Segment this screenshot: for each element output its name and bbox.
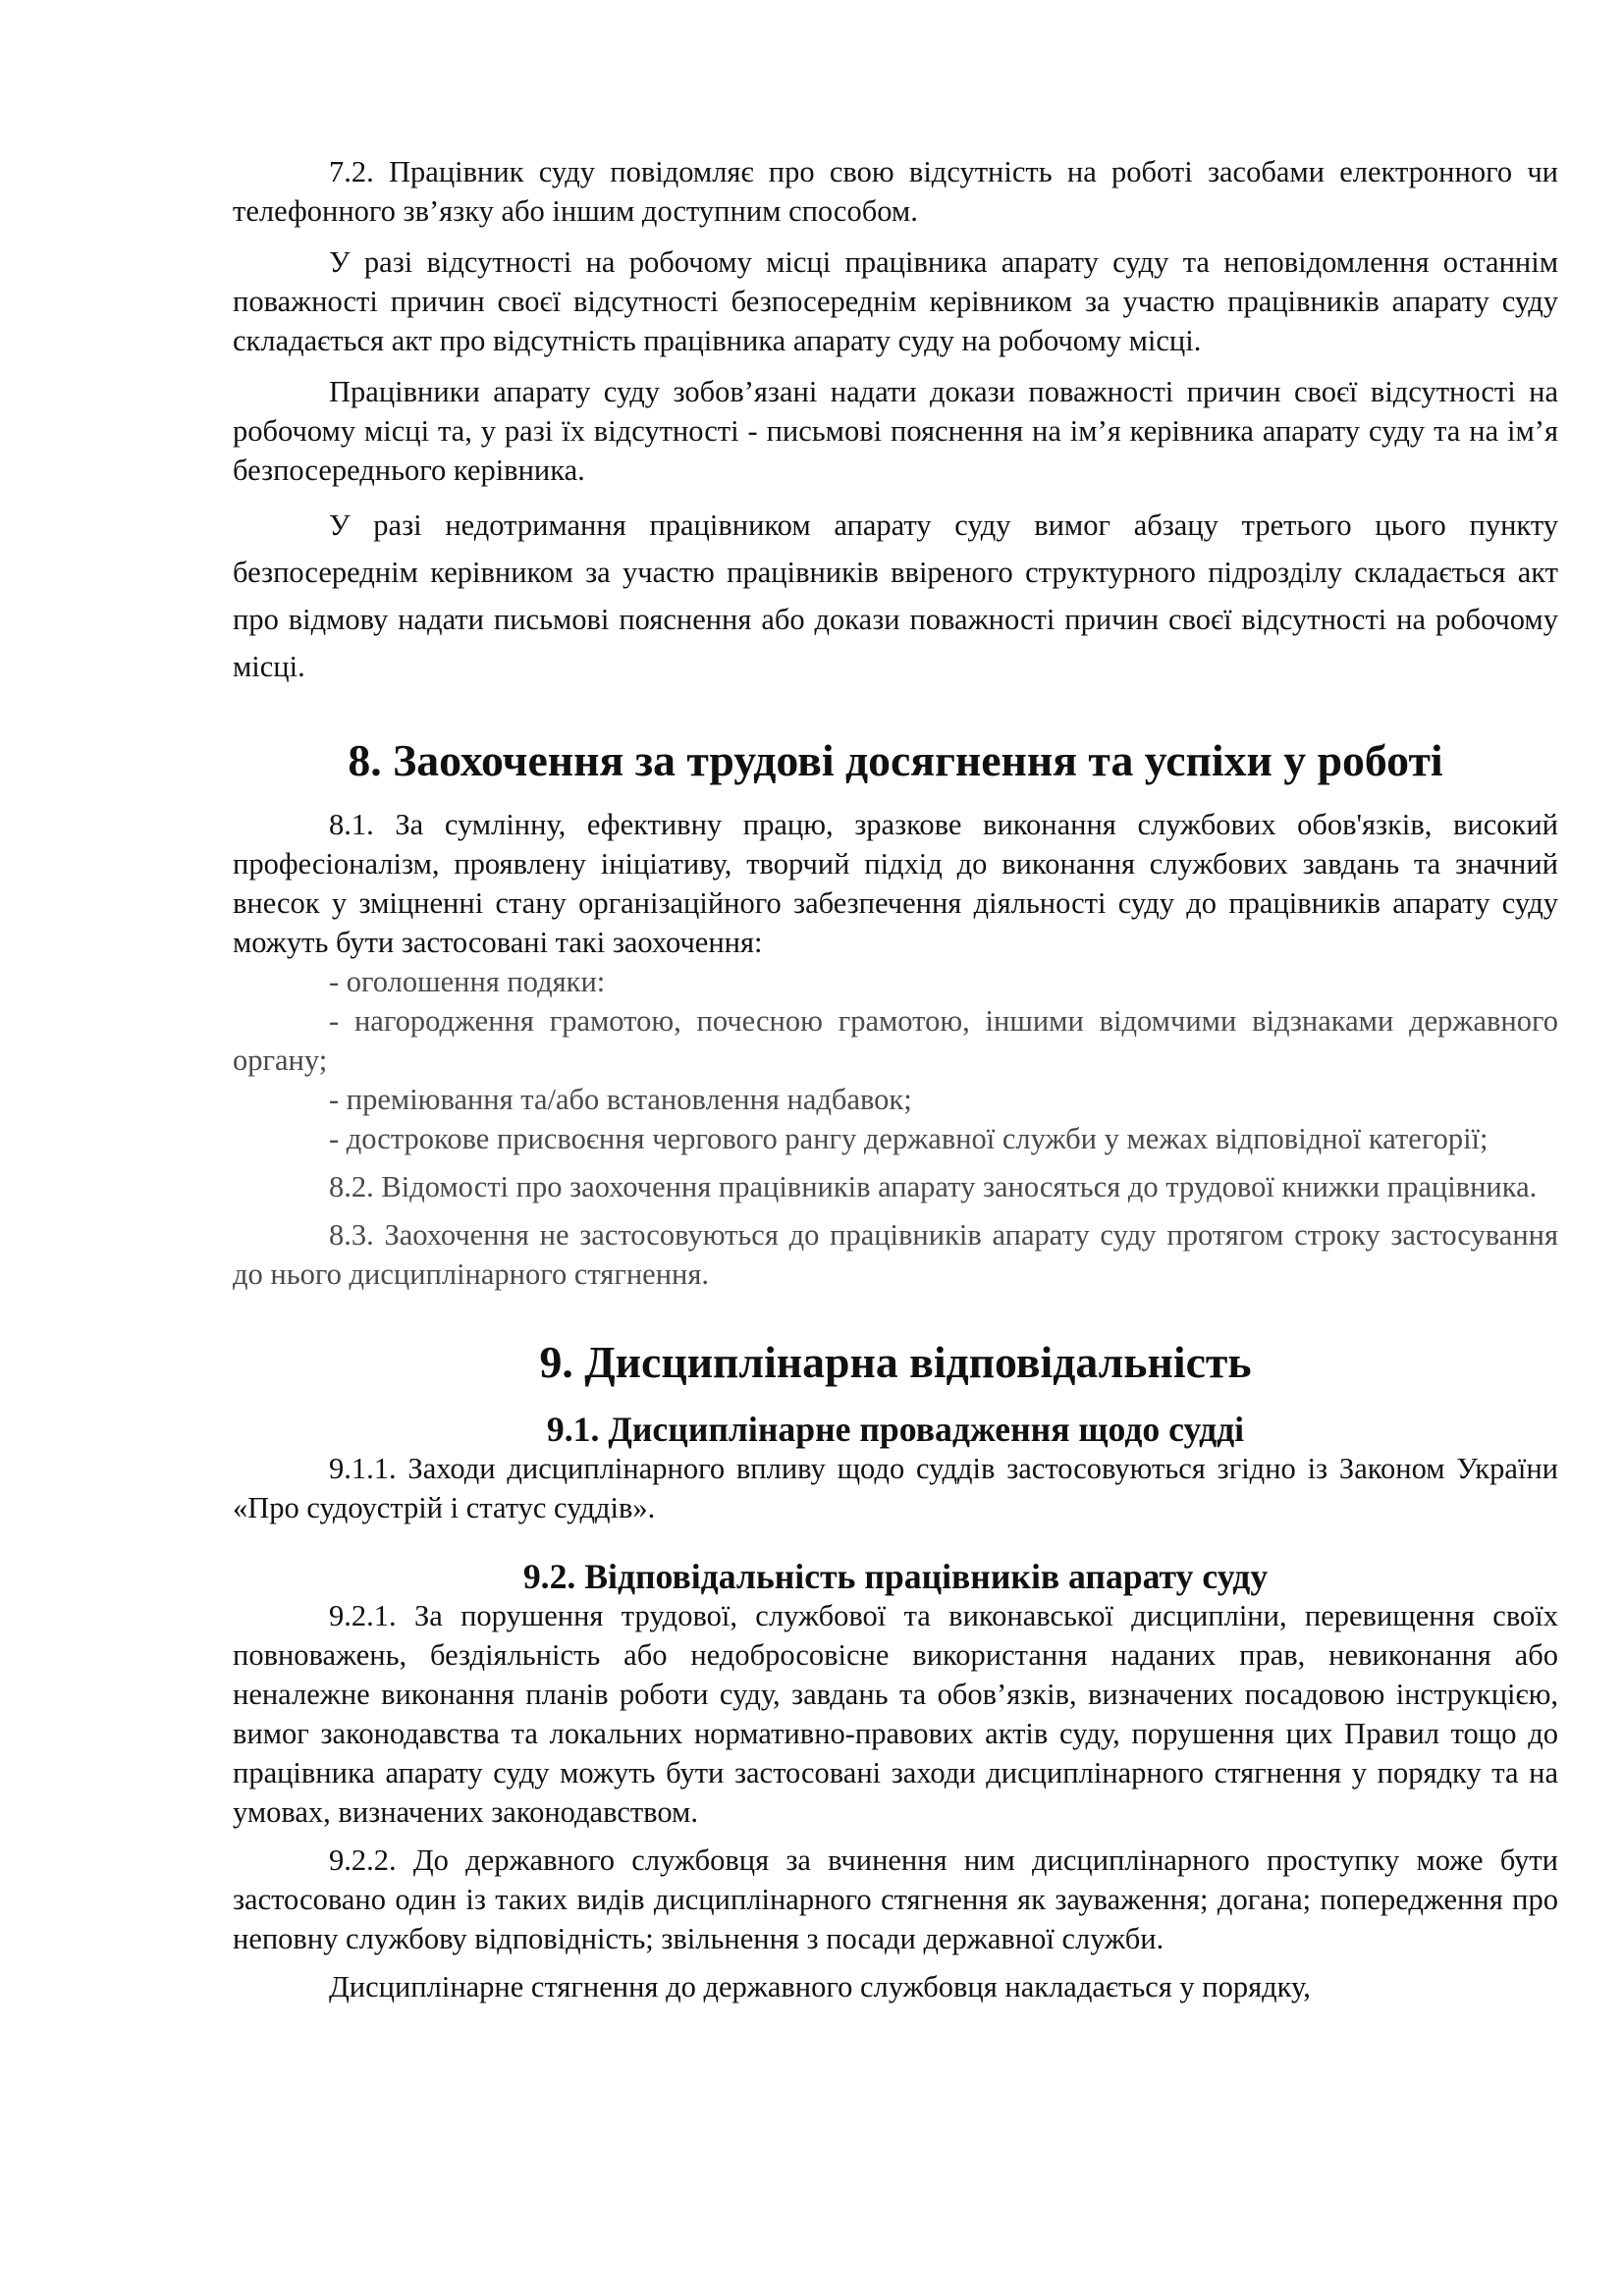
section-9-2-heading: 9.2. Відповідальність працівників апарату суду: [522, 1557, 1269, 1596]
section-8-heading: 8. Заохочення за трудові досягнення та успіхи у роботі: [348, 735, 1443, 785]
paragraph-9-1-1: 9.1.1. Заходи дисциплінарного впливу щодо суддів застосовуються згідно із Законом України «Про судоустрій і статус суддів».: [233, 1452, 1558, 1524]
section-9-1-heading: 9.1. Дисциплінарне провадження щодо судді: [546, 1410, 1245, 1449]
list-item: - нагородження грамотою, почесною грамотою, іншими відомчими відзнаками державного органу;: [233, 1004, 1558, 1077]
paragraph-refusal: У разі недотримання працівником апарату суду вимог абзацу третього цього пункту безпосереднім керівником за участю працівників ввіреного структурного підрозділу складається акт про відмову надати письмові пояснення або докази поважності причин своєї відсутності на робочому місці.: [233, 508, 1558, 683]
section-9-heading: 9. Дисциплінарна відповідальність: [539, 1337, 1252, 1387]
paragraph-8-1: 8.1. За сумлінну, ефективну працю, зразкове виконання службових обов'язків, високий професіоналізм, проявлену ініціативу, творчий підхід до виконання службових завдань та значний внесок у зміцненні стану організаційного забезпечення діяльності суду до працівників апарату суду можуть бути застосовані такі заохочення:: [233, 808, 1558, 959]
paragraph-9-2-2: 9.2.2. До державного службовця за вчинення ним дисциплінарного проступку може бути застосовано один із таких видів дисциплінарного стягнення як зауваження; догана; попередження про неповну службову відповідність; звільнення з посади державної служби.: [233, 1843, 1558, 1955]
list-item: - оголошення подяки:: [329, 965, 606, 998]
paragraph-absence-act: У разі відсутності на робочому місці працівника апарату суду та неповідомлення останнім поважності причин своєї відсутності безпосереднім керівником за участю працівників апарату суду складається акт про відсутність працівника апарату суду на робочому місці.: [233, 245, 1558, 357]
paragraph-9-2-1: 9.2.1. За порушення трудової, службової та виконавської дисципліни, перевищення своїх повноважень, бездіяльність або недобросовісне використання наданих прав, невиконання або неналежне виконання планів роботи суду, завдань та обов’язків, визначених посадовою інструкцією, вимог законодавства та локальних нормативно-правових актів суду, порушення цих Правил тощо до працівника апарату суду можуть бути застосовані заходи дисциплінарного стягнення у порядку та на умовах, визначених законодавством.: [233, 1599, 1558, 1829]
paragraph-7-2: 7.2. Працівник суду повідомляє про свою відсутність на роботі засобами електронного чи телефонного зв’язку або іншим доступним способом.: [233, 155, 1558, 228]
list-item: - преміювання та/або встановлення надбавок;: [329, 1083, 912, 1116]
paragraph-evidence: Працівники апарату суду зобов’язані надати докази поважності причин своєї відсутності на робочому місці та, у разі їх відсутності - письмові пояснення на ім’я керівника апарату суду та на ім’я безпосереднього керівника.: [233, 375, 1558, 487]
paragraph-8-3: 8.3. Заохочення не застосовуються до працівників апарату суду протягом строку застосування до нього дисциплінарного стягнення.: [233, 1218, 1558, 1291]
paragraph-8-2: 8.2. Відомості про заохочення працівників апарату заносяться до трудової книжки працівника.: [329, 1170, 1538, 1203]
paragraph-last: Дисциплінарне стягнення до державного службовця накладається у порядку,: [329, 1970, 1311, 2003]
document-page: [233, 152, 1558, 2006]
list-item: - дострокове присвоєння чергового рангу державної служби у межах відповідної категорії;: [329, 1122, 1489, 1155]
